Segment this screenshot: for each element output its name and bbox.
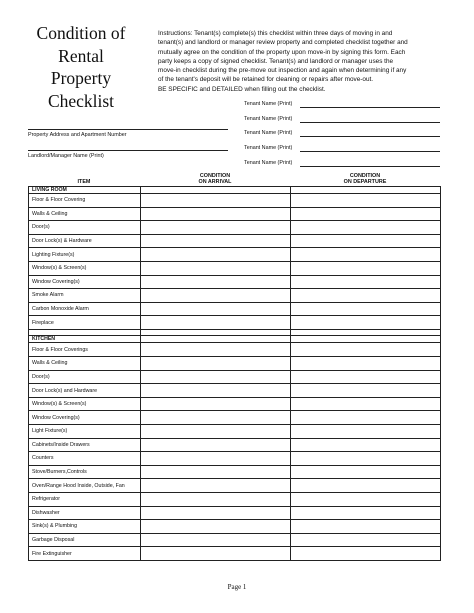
tenant-name-field[interactable] <box>244 101 440 107</box>
arrival-condition-cell[interactable] <box>141 221 291 235</box>
departure-condition-cell[interactable] <box>291 289 441 303</box>
departure-condition-cell[interactable] <box>291 384 441 398</box>
table-row <box>29 289 441 303</box>
table-row <box>29 438 441 452</box>
item-label: Fire Extinguisher <box>29 547 141 561</box>
item-label: Window(s) & Screen(s) <box>29 261 141 275</box>
item-label: Window(s) & Screen(s) <box>29 397 141 411</box>
arrival-condition-cell[interactable] <box>141 248 291 262</box>
arrival-condition-cell[interactable] <box>141 452 291 466</box>
table-row <box>29 547 441 561</box>
departure-header-line: CONDITION <box>349 173 381 179</box>
departure-condition-cell[interactable] <box>291 343 441 357</box>
arrival-condition-cell[interactable] <box>141 506 291 520</box>
item-label: Cabinets/Inside Drawers <box>29 438 141 452</box>
item-label: Floor & Floor Covering <box>29 194 141 208</box>
title-line: Condition of <box>36 23 126 43</box>
departure-condition-cell[interactable] <box>291 425 441 439</box>
blank-cell <box>291 187 441 194</box>
departure-condition-cell[interactable] <box>291 370 441 384</box>
table-row <box>29 425 441 439</box>
departure-condition-cell[interactable] <box>291 465 441 479</box>
tenant-name-field[interactable] <box>244 145 440 151</box>
tenant-name-label: Tenant Name (Print) <box>244 101 293 107</box>
arrival-condition-cell[interactable] <box>141 520 291 534</box>
departure-condition-cell[interactable] <box>291 452 441 466</box>
departure-condition-cell[interactable] <box>291 221 441 235</box>
table-row <box>29 275 441 289</box>
arrival-condition-cell[interactable] <box>141 384 291 398</box>
tenant-name-field[interactable] <box>244 160 440 166</box>
item-label: Floor & Floor Coverings <box>29 343 141 357</box>
item-label: Door(s) <box>29 221 141 235</box>
item-label: Fireplace <box>29 316 141 330</box>
table-row <box>29 234 441 248</box>
instructions-line: Instructions: Tenant(s) complete(s) this checklist within three days of moving in and <box>158 30 393 37</box>
arrival-condition-cell[interactable] <box>141 425 291 439</box>
item-label: Door Lock(s) & Hardware <box>29 234 141 248</box>
tenant-name-label: Tenant Name (Print) <box>244 145 293 151</box>
arrival-condition-cell[interactable] <box>141 533 291 547</box>
departure-condition-cell[interactable] <box>291 261 441 275</box>
checklist-table <box>28 186 441 561</box>
item-label: Light Fixture(s) <box>29 425 141 439</box>
item-label: Refrigerator <box>29 492 141 506</box>
title-line: Checklist <box>47 90 115 111</box>
item-label: Door(s) <box>29 370 141 384</box>
item-label: Walls & Ceiling <box>29 357 141 371</box>
instructions-line: move-in checklist during the pre-move out inspection and again when determining if any <box>158 67 407 75</box>
departure-condition-cell[interactable] <box>291 479 441 493</box>
item-label: Door Lock(s) and Hardware <box>29 384 141 398</box>
departure-condition-cell[interactable] <box>291 234 441 248</box>
landlord-name-field[interactable] <box>28 150 228 159</box>
table-row <box>29 207 441 221</box>
table-row <box>29 194 441 208</box>
departure-condition-cell[interactable] <box>291 547 441 561</box>
arrival-condition-cell[interactable] <box>141 234 291 248</box>
arrival-header-line: ON ARRIVAL <box>198 179 232 186</box>
table-row <box>29 492 441 506</box>
table-row <box>29 343 441 357</box>
item-label: Walls & Ceiling <box>29 207 141 221</box>
table-row <box>29 370 441 384</box>
arrival-condition-cell[interactable] <box>141 275 291 289</box>
table-row <box>29 384 441 398</box>
instructions-line: mutually agree on the condition of the property upon move-in by signing this form. Each <box>158 48 406 56</box>
page-title <box>22 22 140 112</box>
departure-condition-cell[interactable] <box>291 357 441 371</box>
item-header-label: ITEM <box>77 179 91 185</box>
tenant-name-label: Tenant Name (Print) <box>244 116 293 122</box>
tenant-name-label: Tenant Name (Print) <box>244 130 293 136</box>
tenant-name-field[interactable] <box>244 130 440 136</box>
table-row <box>29 465 441 479</box>
table-row <box>29 479 441 493</box>
item-label: Smoke Alarm <box>29 289 141 303</box>
arrival-condition-cell[interactable] <box>141 357 291 371</box>
property-address-field[interactable] <box>28 129 228 138</box>
arrival-condition-cell[interactable] <box>141 492 291 506</box>
departure-condition-cell[interactable] <box>291 248 441 262</box>
arrival-column-header <box>140 173 290 186</box>
item-label: Window Covering(s) <box>29 275 141 289</box>
departure-condition-cell[interactable] <box>291 520 441 534</box>
instructions <box>158 29 440 94</box>
arrival-condition-cell[interactable] <box>141 411 291 425</box>
departure-condition-cell[interactable] <box>291 506 441 520</box>
arrival-condition-cell[interactable] <box>141 370 291 384</box>
tenant-name-label: Tenant Name (Print) <box>244 160 293 166</box>
item-label: Sink(s) & Plumbing <box>29 520 141 534</box>
arrival-condition-cell[interactable] <box>141 194 291 208</box>
item-label: Dishwasher <box>29 506 141 520</box>
departure-column-header <box>290 173 440 186</box>
table-row <box>29 411 441 425</box>
arrival-condition-cell[interactable] <box>141 343 291 357</box>
page-number: Page 1 <box>227 583 247 591</box>
item-label: Lighting Fixture(s) <box>29 248 141 262</box>
item-label: Oven/Range Hood Inside, Outside, Fan <box>29 479 141 493</box>
departure-condition-cell[interactable] <box>291 316 441 330</box>
table-row <box>29 261 441 275</box>
arrival-header-line: CONDITION <box>199 173 231 179</box>
table-row <box>29 357 441 371</box>
instructions-line: of the tenant's deposit will be retained for cleaning or repairs after move-out. <box>158 76 374 84</box>
section-heading: KITCHEN <box>29 336 141 343</box>
arrival-condition-cell[interactable] <box>141 316 291 330</box>
table-row <box>29 533 441 547</box>
departure-condition-cell[interactable] <box>291 438 441 452</box>
blank-cell <box>291 336 441 343</box>
property-address-label: Property Address and Apartment Number <box>28 132 127 138</box>
arrival-condition-cell[interactable] <box>141 261 291 275</box>
arrival-condition-cell[interactable] <box>141 547 291 561</box>
blank-cell <box>141 187 291 194</box>
departure-condition-cell[interactable] <box>291 397 441 411</box>
arrival-condition-cell[interactable] <box>141 207 291 221</box>
section-heading: LIVING ROOM <box>29 187 141 194</box>
table-row <box>29 248 441 262</box>
landlord-name-label: Landlord/Manager Name (Print) <box>28 153 104 159</box>
departure-header-line: ON DEPARTURE <box>343 179 387 186</box>
item-label: Carbon Monoxide Alarm <box>29 302 141 316</box>
instructions-line: party keeps a copy of signed checklist. Tenant(s) and landlord or manager uses the <box>158 57 394 65</box>
instructions-line: BE SPECIFIC and DETAILED when filling out the checklist. <box>158 85 326 93</box>
arrival-condition-cell[interactable] <box>141 438 291 452</box>
section-heading-row <box>29 187 441 194</box>
departure-condition-cell[interactable] <box>291 207 441 221</box>
arrival-condition-cell[interactable] <box>141 302 291 316</box>
table-row <box>29 221 441 235</box>
item-label: Window Covering(s) <box>29 411 141 425</box>
table-row <box>29 316 441 330</box>
departure-condition-cell[interactable] <box>291 533 441 547</box>
table-row <box>29 452 441 466</box>
item-column-header <box>28 179 140 185</box>
arrival-condition-cell[interactable] <box>141 397 291 411</box>
section-heading-row <box>29 336 441 343</box>
table-row <box>29 506 441 520</box>
instructions-line: tenant(s) and landlord or manager review property and completed checklist together and <box>158 39 408 47</box>
departure-condition-cell[interactable] <box>291 492 441 506</box>
departure-condition-cell[interactable] <box>291 302 441 316</box>
table-row <box>29 397 441 411</box>
title-line: Property <box>50 68 112 88</box>
title-line: Rental <box>58 45 104 66</box>
blank-cell <box>141 336 291 343</box>
arrival-condition-cell[interactable] <box>141 465 291 479</box>
item-label: Stove/Burners,Controls <box>29 465 141 479</box>
item-label: Garbage Disposal <box>29 533 141 547</box>
departure-condition-cell[interactable] <box>291 194 441 208</box>
arrival-condition-cell[interactable] <box>141 479 291 493</box>
departure-condition-cell[interactable] <box>291 275 441 289</box>
table-row <box>29 302 441 316</box>
arrival-condition-cell[interactable] <box>141 289 291 303</box>
tenant-name-field[interactable] <box>244 116 440 122</box>
table-row <box>29 520 441 534</box>
departure-condition-cell[interactable] <box>291 411 441 425</box>
item-label: Counters <box>29 452 141 466</box>
